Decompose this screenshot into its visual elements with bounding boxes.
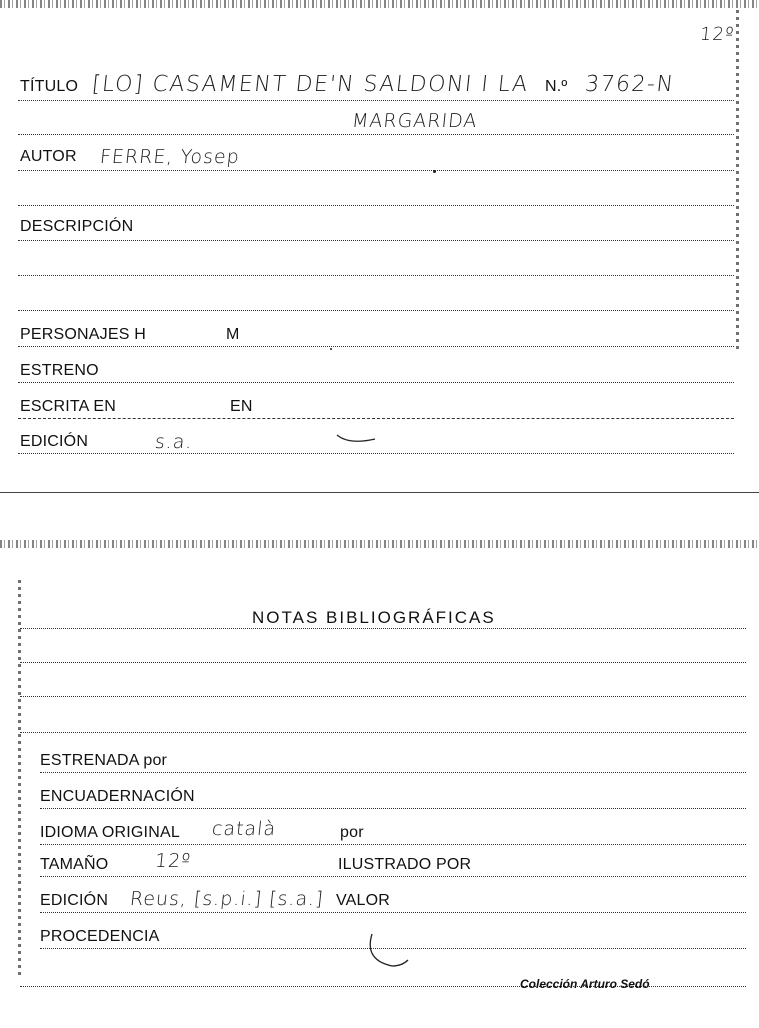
rule <box>18 310 734 311</box>
autor-value: FERRE, Yosep <box>98 146 241 168</box>
idioma-value: català <box>210 818 278 840</box>
tamano-value: 12º <box>153 850 193 872</box>
numero-label: N.º <box>545 78 568 95</box>
edicion-value: Reus, [s.p.i.] [s.a.] <box>128 888 325 910</box>
card-top-edge <box>0 540 759 548</box>
por-label: por <box>340 824 364 841</box>
valor-label: VALOR <box>336 892 391 909</box>
rule <box>40 772 746 773</box>
edicion-label: EDICIÓN <box>40 892 109 909</box>
encuadernacion-label: ENCUADERNACIÓN <box>40 788 195 805</box>
rule <box>40 912 746 913</box>
edicion-value: s.a. <box>153 431 194 453</box>
rule <box>18 453 734 454</box>
rule <box>18 346 734 347</box>
edicion-label: EDICIÓN <box>20 433 89 450</box>
descripcion-label: DESCRIPCIÓN <box>20 218 134 235</box>
ink-speck <box>330 348 332 350</box>
notas-heading: NOTAS BIBLIOGRÁFICAS <box>252 608 496 627</box>
titulo-value-line2: MARGARIDA <box>350 110 479 132</box>
collection-credit: Colección Arturo Sedó <box>520 977 650 991</box>
ink-mark <box>362 930 412 975</box>
numero-value: 3762-N <box>583 72 676 97</box>
rule <box>18 170 734 171</box>
card-bottom-edge <box>0 492 759 493</box>
autor-label: AUTOR <box>20 148 77 165</box>
card-right-edge <box>736 10 739 350</box>
card-left-edge <box>18 580 21 978</box>
en-label: EN <box>230 398 253 415</box>
rule <box>18 275 734 276</box>
rule <box>20 732 746 733</box>
corner-note: 12º <box>698 24 736 45</box>
card-top-edge <box>0 0 759 8</box>
estreno-label: ESTRENO <box>20 362 99 379</box>
ink-mark <box>335 425 380 447</box>
titulo-label: TÍTULO <box>20 78 79 95</box>
estrenada-label: ESTRENADA por <box>40 752 168 769</box>
ink-speck <box>433 170 436 173</box>
procedencia-label: PROCEDENCIA <box>40 928 160 945</box>
rule <box>20 662 746 663</box>
rule <box>18 240 734 241</box>
personajes-label: PERSONAJES H <box>20 326 146 343</box>
escrita-en-label: ESCRITA EN <box>20 398 116 415</box>
catalog-card-back <box>0 540 759 1028</box>
rule <box>40 876 746 877</box>
ilustrado-label: ILUSTRADO POR <box>338 856 472 873</box>
idioma-label: IDIOMA ORIGINAL <box>40 824 180 841</box>
titulo-value: [LO] CASAMENT DE'N SALDONI I LA <box>90 72 530 97</box>
rule <box>40 808 746 809</box>
personajes-m-label: M <box>226 326 240 343</box>
rule <box>18 134 734 135</box>
rule <box>18 100 734 101</box>
rule <box>18 205 734 206</box>
rule <box>20 628 746 629</box>
rule <box>18 382 734 383</box>
catalog-card-front <box>0 0 759 500</box>
rule <box>40 844 746 845</box>
rule <box>18 418 734 419</box>
rule <box>20 696 746 697</box>
tamano-label: TAMAÑO <box>40 856 109 873</box>
